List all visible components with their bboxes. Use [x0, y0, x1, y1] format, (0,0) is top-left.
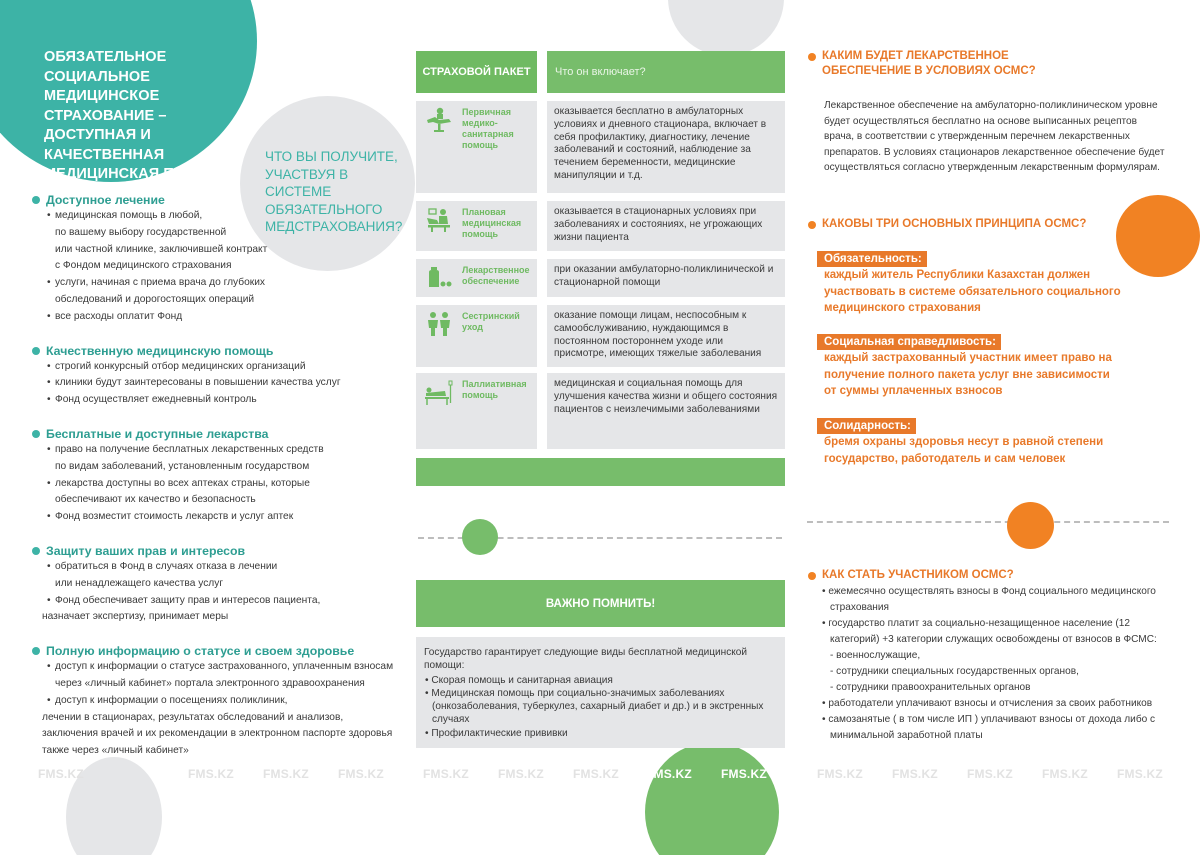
watermark: FMS.KZ [967, 767, 1013, 781]
package-header-label: СТРАХОВОЙ ПАКЕТ [416, 51, 537, 93]
principle-name: Социальная справедливость: [817, 334, 1001, 350]
watermark: FMS.KZ [721, 767, 767, 781]
join-heading: КАК СТАТЬ УЧАСТНИКОМ ОСМС? [808, 568, 1014, 583]
package-row [416, 259, 785, 297]
benefit-section [32, 643, 412, 760]
package-table-header [416, 51, 785, 93]
benefit-item: • строгий конкурсный отбор медицинских организаций [47, 360, 306, 372]
benefit-item: • право на получение бесплатных лекарственных средств по видам заболеваний, установленным государством [47, 443, 324, 472]
package-row [416, 201, 785, 251]
benefit-item: • все расходы оплатит Фонд [47, 310, 183, 322]
watermark: FMS.KZ [1117, 767, 1163, 781]
package-item-description: оказание помощи лицам, неспособным к самообслуживанию, нуждающимся в постоянном постороннем уходе или присмотре, имеющих тяжелые заболевания [547, 305, 785, 367]
benefit-title: Защиту ваших прав и интересов [46, 543, 246, 558]
watermark: FMS.KZ [188, 767, 234, 781]
benefit-item: • доступ к информации о статусе застрахованного, уплаченным взносам через «личный кабинет» портала электронного здравоохранения [47, 661, 394, 689]
package-item-label: Сестринский уход [462, 311, 520, 332]
remember-heading: ВАЖНО ПОМНИТЬ! [416, 580, 785, 627]
watermark: FMS.KZ [1042, 767, 1088, 781]
drug-supply-text: Лекарственное обеспечение на амбулаторно-поликлиническом уровне будет осуществляться бесплатно на основе выписанных рецептов врача, в соответствии с утвержденным перечнем лекарственных препаратов. В условиях стационаров лекарственное обеспечение будет осуществляться согласно утвержденным лекарственным формулярам. [824, 100, 1165, 173]
principle-item [817, 416, 1157, 467]
bullet-dot-icon [808, 221, 816, 229]
watermark: FMS.KZ [646, 767, 692, 781]
package-header-question: Что он включает? [547, 51, 785, 93]
benefit-item: • медицинская помощь в любой, по вашему выбору государственной или частной клинике, заключившей контракт с Фондом медицинского страхования [47, 210, 268, 272]
bullet-dot-icon [32, 547, 40, 555]
package-row [416, 101, 785, 193]
benefit-section [32, 426, 412, 526]
benefit-item: • Фонд обеспечивает защиту прав и интересов пациента, назначает экспертизу, принимает меры [42, 594, 321, 623]
package-item-label: Первичная медико-санитарная помощь [462, 107, 514, 150]
principle-text: каждый застрахованный участник имеет право на получение полного пакета услуг вне зависимости от суммы уплаченных взносов [824, 352, 1112, 397]
principle-text: каждый житель Республики Казахстан должен участвовать в системе обязательного социального медицинского страхования [824, 269, 1121, 314]
bullet-dot-icon [32, 347, 40, 355]
what-you-get-question: ЧТО ВЫ ПОЛУЧИТЕ, УЧАСТВУЯ В СИСТЕМЕ ОБЯЗАТЕЛЬНОГО МЕДСТРАХОВАНИЯ? [265, 149, 403, 234]
package-item-label: Плановая медицинская помощь [462, 207, 522, 239]
join-subitem: - сотрудники правоохранительных органов [830, 682, 1031, 693]
doctor-patient-icon [422, 107, 456, 189]
benefit-section [32, 543, 412, 626]
doctor-desk-icon [422, 207, 456, 247]
benefit-item: • обратиться в Фонд в случаях отказа в лечении или ненадлежащего качества услуг [47, 560, 278, 589]
watermark: FMS.KZ [263, 767, 309, 781]
grey-circle-top-decoration [668, 0, 784, 56]
bullet-dot-icon [808, 572, 816, 580]
watermark: FMS.KZ [817, 767, 863, 781]
benefit-title: Качественную медицинскую помощь [46, 343, 274, 358]
dashed-divider [807, 521, 1169, 523]
principle-name: Обязательность: [817, 251, 927, 267]
watermark: FMS.KZ [38, 767, 84, 781]
join-item: • государство платит за социально-незащищенное население (12 категорий) +3 категории служащих освобождены от взносов в ФСМС: [822, 618, 1157, 645]
join-subitem: - военнослужащие, [830, 650, 921, 661]
medicine-bottle-icon [422, 265, 456, 293]
main-title: ОБЯЗАТЕЛЬНОЕ СОЦИАЛЬНОЕ МЕДИЦИНСКОЕ СТРАХОВАНИЕ – ДОСТУПНАЯ И КАЧЕСТВЕННАЯ МЕДИЦИНСКАЯ ПОМОЩЬ! [44, 49, 240, 182]
bullet-dot-icon [32, 430, 40, 438]
principle-name: Солидарность: [817, 418, 916, 434]
principle-item [817, 332, 1157, 400]
principle-text: бремя охраны здоровья несут в равной степени государство, работодатель и сам человек [824, 436, 1104, 465]
hospital-bed-icon [422, 379, 456, 445]
watermark: FMS.KZ [423, 767, 469, 781]
join-list [822, 584, 1182, 744]
remember-item: • Скорая помощь и санитарная авиация [425, 674, 613, 686]
watermark: FMS.KZ [573, 767, 619, 781]
green-dot-decoration [462, 519, 498, 555]
remember-item: • Медицинская помощь при социально-значимых заболеваниях (онкозаболевания, туберкулез, сахарный диабет и др.) и в экстренных случаях [425, 688, 764, 725]
benefit-item: • лекарства доступны во всех аптеках страны, которые обеспечивают их качество и безопасность [47, 477, 310, 506]
package-item-description: при оказании амбулаторно-поликлинической и стационарной помощи [547, 259, 785, 297]
bullet-dot-icon [32, 647, 40, 655]
remember-item: • Профилактические прививки [425, 727, 568, 739]
watermark: FMS.KZ [338, 767, 384, 781]
remember-intro: Государство гарантирует следующие виды бесплатной медицинской помощи: [424, 647, 748, 671]
join-item: • ежемесячно осуществлять взносы в Фонд социального медицинского страхования [822, 586, 1156, 613]
principles-heading: КАКОВЫ ТРИ ОСНОВНЫХ ПРИНЦИПА ОСМС? [808, 217, 1086, 232]
package-item-label: Паллиативная помощь [462, 379, 527, 400]
package-row [416, 373, 785, 449]
benefit-item: • Фонд возместит стоимость лекарств и услуг аптек [47, 511, 294, 523]
package-item-description: оказывается в стационарных условиях при заболеваниях и состояниях, не угрожающих жизни пациента [547, 201, 785, 251]
bullet-dot-icon [32, 196, 40, 204]
package-footer-bar [416, 458, 785, 486]
package-item-description: оказывается бесплатно в амбулаторных условиях и дневного стационара, включает в себя профилактику, диагностику, лечение заболеваний и состояний, наблюдение за течением беременности, медицинские манипуляции и т.д. [547, 101, 785, 193]
benefit-section [32, 192, 412, 326]
benefit-item: • Фонд осуществляет ежедневный контроль [47, 394, 257, 406]
drug-supply-heading: КАКИМ БУДЕТ ЛЕКАРСТВЕННОЕ ОБЕСПЕЧЕНИЕ В УСЛОВИЯХ ОСМС? [808, 49, 1082, 79]
package-item-description: медицинская и социальная помощь для улучшения качества жизни и общего состояния пациентов с неизлечимыми заболеваниями [547, 373, 785, 449]
benefit-item: • клиники будут заинтересованы в повышении качества услуг [47, 377, 341, 389]
benefit-item: • доступ к информации о посещениях поликлиник, лечении в стационарах, результатах обследований и анализов, заключения врачей и их рекомендации в электронном паспорте здоровья также через «личный кабинет» [42, 694, 393, 757]
watermark: FMS.KZ [498, 767, 544, 781]
benefit-title: Полную информацию о статусе и своем здоровье [46, 644, 355, 659]
benefit-title: Бесплатные и доступные лекарства [46, 426, 269, 441]
green-circle-bottom-decoration [645, 742, 779, 855]
benefit-title: Доступное лечение [46, 193, 165, 207]
join-subitem: - сотрудники специальных государственных органов, [830, 666, 1079, 677]
watermark: FMS.KZ [892, 767, 938, 781]
nurse-care-icon [422, 311, 456, 363]
join-item: • самозанятые ( в том числе ИП ) уплачивают взносы от дохода либо с минимальной заработной платы [822, 714, 1156, 741]
benefits-list [32, 192, 412, 777]
bullet-dot-icon [808, 53, 816, 61]
orange-dot-decoration [1007, 502, 1054, 549]
package-item-label: Лекарственное обеспечение [462, 265, 530, 286]
principle-item [817, 249, 1157, 317]
package-row [416, 305, 785, 367]
remember-box [416, 637, 785, 748]
benefit-section [32, 343, 412, 409]
join-item: • работодатели уплачивают взносы и отчисления за своих работников [822, 698, 1153, 709]
benefit-item: • услуги, начиная с приема врача до глубоких обследований и дорогостоящих операций [47, 277, 265, 305]
